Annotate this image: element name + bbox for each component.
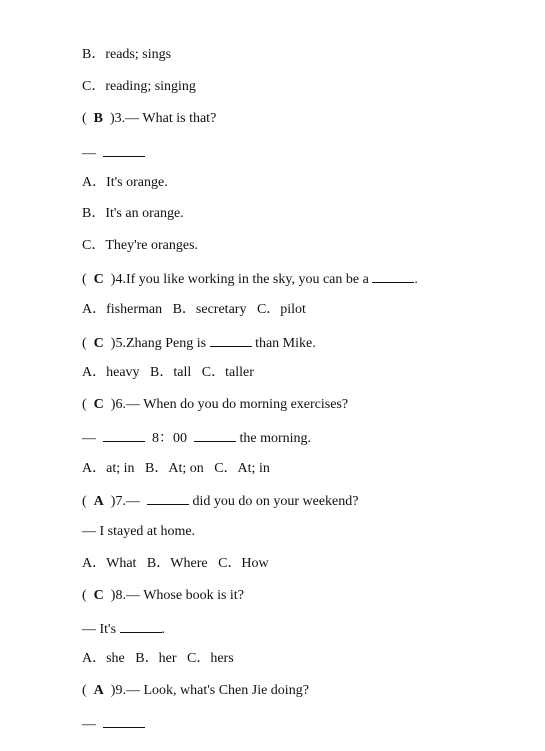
line-text: )3.— What is that? xyxy=(103,111,217,126)
worksheet-line xyxy=(82,46,171,64)
worksheet-line xyxy=(82,396,348,414)
line-text: ( xyxy=(82,111,94,126)
line-text: — It's xyxy=(82,622,120,637)
line-text: A．It's orange. xyxy=(82,175,168,190)
line-text: A．What B．Where C．How xyxy=(82,556,269,571)
worksheet-line xyxy=(82,682,309,700)
line-text: ( xyxy=(82,336,94,351)
worksheet-line xyxy=(82,714,145,732)
worksheet-line xyxy=(82,587,244,605)
line-text: )8.— Whose book is it? xyxy=(103,588,244,603)
worksheet-line xyxy=(82,491,359,509)
worksheet-line xyxy=(82,78,196,96)
line-text: — I stayed at home. xyxy=(82,524,196,539)
line-text: )4.If you like working in the sky, you can be a xyxy=(103,272,373,287)
line-text: B．It's an orange. xyxy=(82,206,184,221)
worksheet-line xyxy=(82,143,145,161)
line-text: )7.— xyxy=(103,494,147,509)
line-text: ( xyxy=(82,272,94,287)
answer-letter: A xyxy=(93,494,104,509)
answer-letter: C xyxy=(93,588,104,603)
line-text: )6.— When do you do morning exercises? xyxy=(103,397,349,412)
line-text: 8：00 xyxy=(145,431,194,446)
answer-blank xyxy=(120,619,162,633)
answer-letter: C xyxy=(93,397,104,412)
answer-blank xyxy=(372,269,414,283)
worksheet-line xyxy=(82,523,195,541)
worksheet-line xyxy=(82,428,311,446)
worksheet-line xyxy=(82,650,234,668)
worksheet-line xyxy=(82,269,418,287)
answer-blank xyxy=(103,714,145,728)
worksheet-line xyxy=(82,364,254,382)
line-text: A．she B．her C．hers xyxy=(82,651,234,666)
line-text: — xyxy=(82,717,103,732)
line-text: A．heavy B．tall C．taller xyxy=(82,365,254,380)
worksheet-line xyxy=(82,333,316,351)
line-text: . xyxy=(414,272,418,287)
line-text: — xyxy=(82,146,103,161)
worksheet-line xyxy=(82,460,270,478)
line-text: — xyxy=(82,431,103,446)
line-text: C．reading; singing xyxy=(82,79,196,94)
worksheet-line xyxy=(82,110,216,128)
line-text: B．reads; sings xyxy=(82,47,172,62)
worksheet-line xyxy=(82,619,165,637)
answer-blank xyxy=(147,491,189,505)
line-text: ( xyxy=(82,683,94,698)
line-text: ( xyxy=(82,494,94,509)
worksheet-line xyxy=(82,555,269,573)
answer-letter: C xyxy=(93,272,104,287)
worksheet-line xyxy=(82,237,198,255)
answer-letter: B xyxy=(93,111,104,126)
worksheet-line xyxy=(82,301,306,319)
answer-letter: C xyxy=(93,336,104,351)
line-text: C．They're oranges. xyxy=(82,238,199,253)
line-text: )9.— Look, what's Chen Jie doing? xyxy=(103,683,309,698)
line-text: . xyxy=(161,622,166,637)
worksheet-line xyxy=(82,205,184,223)
answer-letter: A xyxy=(93,683,104,698)
line-text: did you do on your weekend? xyxy=(188,494,359,509)
line-text: than Mike. xyxy=(251,336,316,351)
line-text: the morning. xyxy=(236,431,312,446)
answer-blank xyxy=(103,143,145,157)
answer-blank xyxy=(210,333,252,347)
worksheet-line xyxy=(82,174,168,192)
line-text: ( xyxy=(82,588,94,603)
line-text: ( xyxy=(82,397,94,412)
answer-blank xyxy=(194,428,236,442)
line-text: A．fisherman B．secretary C．pilot xyxy=(82,302,306,317)
answer-blank xyxy=(103,428,145,442)
line-text: )5.Zhang Peng is xyxy=(103,336,210,351)
line-text: A．at; in B．At; on C．At; in xyxy=(82,461,270,476)
